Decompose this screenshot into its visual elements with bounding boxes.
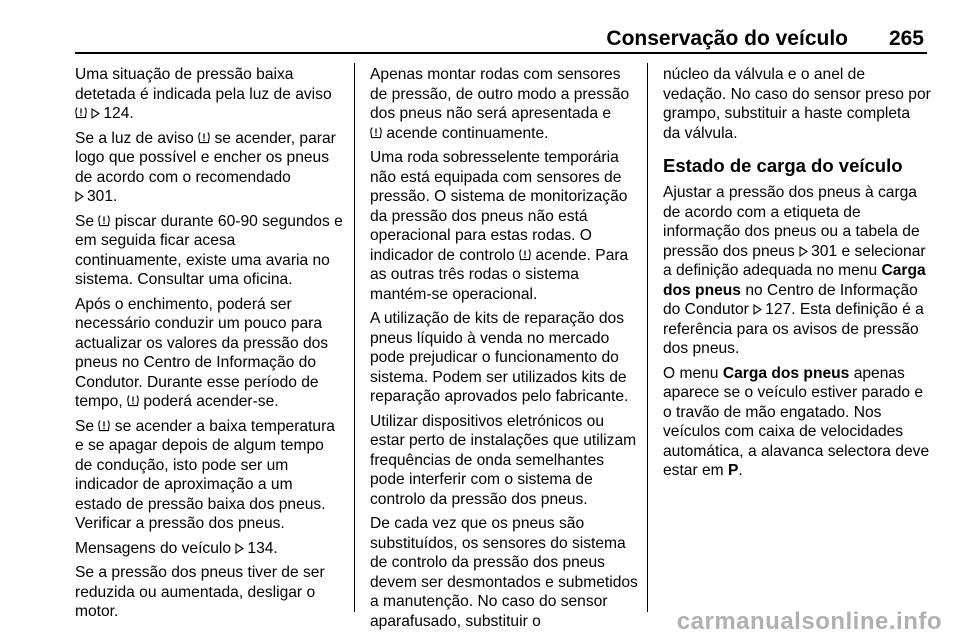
page-reference[interactable]: 134. [247, 539, 278, 557]
page-reference-arrow-icon [799, 246, 808, 257]
tire-pressure-warning-icon [75, 106, 87, 119]
paragraph: Se a luz de aviso se acender, parar logo que possível e encher os pneus de acordo com o recomendado 301. [75, 129, 336, 205]
page-reference[interactable]: 301 e [811, 242, 851, 260]
gear-position: P [728, 462, 739, 479]
paragraph: Uma situação de pressão baixa detetada é indicada pela luz de aviso 124. [75, 66, 332, 122]
page-reference-arrow-icon [235, 543, 244, 554]
menu-name: Carga dos pneus [722, 364, 850, 382]
paragraph: Mensagens do veículo 134. [75, 539, 278, 557]
watermark: carmanualsonline.info [676, 608, 942, 635]
paragraph: De cada vez que os pneus são substituídos, os sensores do sistema de controlo da pressão dos pneus devem ser desmontados e submetidos a manutenção. No caso do sensor aparafusado, substituir o [370, 515, 638, 630]
text-column-1 [75, 65, 343, 627]
page-reference[interactable]: 301. [87, 188, 118, 205]
tire-pressure-warning-icon [127, 394, 139, 407]
column-divider [354, 63, 355, 612]
page-reference-arrow-icon [753, 304, 762, 315]
paragraph: O menu Carga dos pneus apenas aparece se o veículo estiver parado e o travão de mão engatado. Nos veículos com caixa de velocidades automática, a alavanca selectora deve estar em P. [663, 364, 930, 479]
page-reference[interactable]: 124. [103, 105, 134, 122]
paragraph: Após o enchimento, poderá ser necessário conduzir um pouco para actualizar os valores da pressão dos pneus no Centro de Informação do Condutor. Durante esse período de tempo, poderá acender-se. [75, 295, 329, 410]
tire-pressure-warning-icon [98, 214, 110, 227]
page-number: 265 [888, 27, 924, 50]
section-heading: Estado de carga do veículo [663, 155, 903, 176]
paragraph: Ajustar a pressão dos pneus à carga de acordo com a etiqueta de informação dos pneus ou a tabela de pressão dos pneus 301 e selecionar a definição adequada no menu Carga dos pneus no Centro de Informação do Condutor 127. Esta definição é a referência para os avisos de pressão dos pneus. [663, 184, 926, 357]
header-rule [75, 52, 927, 54]
paragraph: Utilizar dispositivos eletrónicos ou estar perto de instalações que utilizam frequências de onda semelhantes pode interferir com o sistema de controlo da pressão dos pneus. [370, 412, 637, 508]
column-divider [647, 63, 648, 612]
text-column-2 [370, 65, 638, 636]
tire-pressure-warning-icon [519, 248, 531, 261]
paragraph: Se piscar durante 60-90 segundos e em seguida ficar acesa continuamente, existe uma avaria no sistema. Consultar uma oficina. [75, 212, 343, 288]
paragraph: núcleo da válvula e o anel de vedação. No caso do sensor preso por grampo, substituir a haste completa da válvula. [663, 66, 931, 142]
page-reference-arrow-icon [91, 108, 100, 119]
text-column-3 [663, 65, 931, 486]
paragraph: Uma roda sobresselente temporária não está equipada com sensores de pressão. O sistema de monitorização da pressão dos pneus não está operacional para estas rodas. O indicador de controlo acende. Para as outras três rodas o sistema mantém-se operacional. [370, 149, 629, 303]
paragraph: Apenas montar rodas com sensores de pressão, de outro modo a pressão dos pneus não será apresentada e acende continuamente. [370, 66, 630, 142]
page-reference-arrow-icon [75, 191, 84, 202]
menu-name: Carga dos pneus [663, 262, 926, 299]
paragraph: Se a pressão dos pneus tiver de ser reduzida ou aumentada, desligar o motor. [75, 564, 325, 620]
tire-pressure-warning-icon [98, 419, 110, 432]
tire-pressure-warning-icon [370, 126, 382, 139]
page-reference[interactable]: 127. Esta definição é a referência para os avisos de pressão dos pneus. [663, 301, 924, 357]
page-header [0, 0, 960, 56]
section-title: Conservação do veículo [606, 27, 848, 50]
paragraph: Se se acender a baixa temperatura e se apagar depois de algum tempo de condução, isto pode ser um indicador de aproximação a um estado de pressão baixa dos pneus. Verificar a pressão dos pneus. [75, 417, 335, 532]
tire-pressure-warning-icon [198, 131, 210, 144]
paragraph: A utilização de kits de reparação dos pneus líquido à venda no mercado pode prejudicar o funcionamento do sistema. Podem ser utilizados kits de reparação aprovados pelo fabricante. [370, 310, 629, 405]
